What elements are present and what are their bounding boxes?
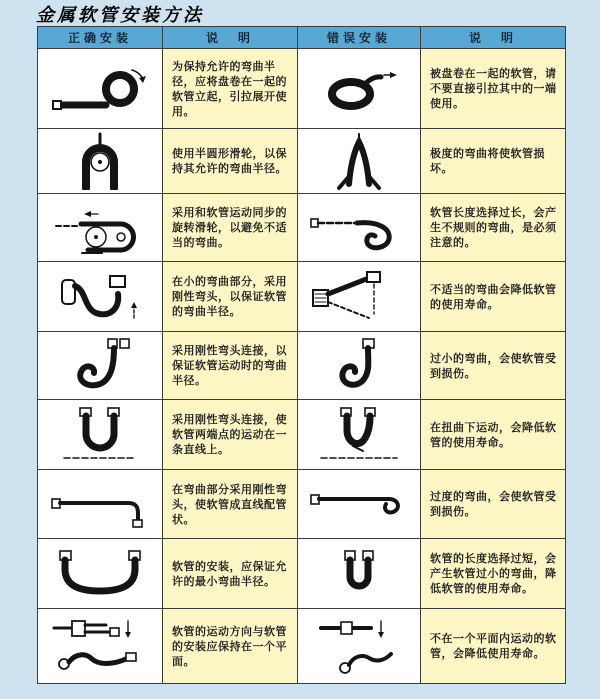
hose-uncoiled-from-reel-illustration xyxy=(48,60,152,118)
rigid-elbow-at-small-bend-illustration xyxy=(48,268,152,326)
wrong-image-cell xyxy=(298,470,421,539)
correct-image-cell xyxy=(38,49,163,129)
header-wrong-description: 说 明 xyxy=(421,27,566,49)
wrong-desc-cell: 极度的弯曲将使软管损坏。 xyxy=(421,129,566,194)
table-row xyxy=(38,400,566,470)
wrong-desc-cell: 不在一个平面内运动的软管，会降低使用寿命。 xyxy=(421,609,566,684)
table-row xyxy=(38,262,566,332)
table-row xyxy=(38,129,566,194)
wrong-desc-cell: 软管长度选择过长，会产生不规则的弯曲，是必须注意的。 xyxy=(421,194,566,262)
correct-desc-cell: 采用刚性弯头连接，以保证软管运动时的弯曲半径。 xyxy=(163,332,298,400)
improper-sharp-bend-illustration xyxy=(307,268,411,326)
correct-desc-cell: 软管的安装，应保证允许的最小弯曲半径。 xyxy=(163,539,298,609)
wrong-image-cell xyxy=(298,194,421,262)
overbent-hose-end-illustration xyxy=(307,475,411,533)
installation-table xyxy=(37,26,566,684)
correct-image-cell xyxy=(38,470,163,539)
correct-desc-cell: 使用半圆形滑轮，以保持其允许的弯曲半径。 xyxy=(163,129,298,194)
wrong-desc-cell: 不适当的弯曲会降低软管的使用寿命。 xyxy=(421,262,566,332)
correct-desc-cell: 在弯曲部分采用刚性弯头，使软管成直线配管状。 xyxy=(163,470,298,539)
wrong-image-cell xyxy=(298,539,421,609)
correct-image-cell xyxy=(38,332,163,400)
wide-minimum-radius-u-illustration xyxy=(48,545,152,603)
table-row xyxy=(38,194,566,262)
sharply-folded-hose-illustration xyxy=(307,132,411,190)
correct-desc-cell: 采用和软管运动同步的旋转滑轮，以避免不适当的弯曲。 xyxy=(163,194,298,262)
out-of-plane-motion-illustration xyxy=(307,616,411,676)
coiled-hose-end-pulled-illustration xyxy=(307,60,411,118)
hose-on-rotating-pulleys-illustration xyxy=(48,199,152,257)
rigid-elbow-connection-illustration xyxy=(48,337,152,395)
wrong-desc-cell: 过小的弯曲，会使软管受到损伤。 xyxy=(421,332,566,400)
page-title: 金属软管安装方法 xyxy=(36,5,204,26)
table-header-row xyxy=(38,27,566,49)
wrong-image-cell xyxy=(298,262,421,332)
wrong-desc-cell: 被盘卷在一起的软管，请不要直接引拉其中的一端使用。 xyxy=(421,49,566,129)
wrong-desc-cell: 软管的长度选择过短，会产生软管过小的弯曲，降低软管的使用寿命。 xyxy=(421,539,566,609)
table-row xyxy=(38,332,566,400)
correct-desc-cell: 为保持允许的弯曲半径，应将盘卷在一起的软管立起，引拉展开使用。 xyxy=(163,49,298,129)
correct-desc-cell: 在小的弯曲部分，采用刚性弯头，以保证软管的弯曲半径。 xyxy=(163,262,298,332)
wrong-image-cell xyxy=(298,609,421,684)
correct-image-cell xyxy=(38,262,163,332)
table-row xyxy=(38,49,566,129)
overlong-hose-irregular-bend-illustration xyxy=(307,199,411,257)
wrong-image-cell xyxy=(298,400,421,470)
table-row xyxy=(38,470,566,539)
too-small-bend-hook-illustration xyxy=(307,337,411,395)
table-row xyxy=(38,539,566,609)
u-shape-ends-aligned-illustration xyxy=(48,406,152,464)
hose-over-semicircular-pulley-illustration xyxy=(48,132,152,190)
correct-image-cell xyxy=(38,194,163,262)
correct-image-cell xyxy=(38,129,163,194)
short-hose-tight-u-illustration xyxy=(307,545,411,603)
wrong-image-cell xyxy=(298,49,421,129)
table-row xyxy=(38,609,566,684)
in-plane-motion-illustration xyxy=(48,616,152,676)
header-correct-description: 说 明 xyxy=(163,27,298,49)
header-wrong-install: 错误安装 xyxy=(298,27,421,49)
correct-image-cell xyxy=(38,539,163,609)
correct-desc-cell: 软管的运动方向与软管的安装应保持在一个平面。 xyxy=(163,609,298,684)
twisted-u-shape-illustration xyxy=(307,406,411,464)
correct-desc-cell: 采用刚性弯头连接，使软管两端点的运动在一条直线上。 xyxy=(163,400,298,470)
header-correct-install: 正确安装 xyxy=(38,27,163,49)
wrong-desc-cell: 在扭曲下运动，会降低软管的使用寿命。 xyxy=(421,400,566,470)
wrong-desc-cell: 过度的弯曲，会使软管受到损伤。 xyxy=(421,470,566,539)
straight-run-with-rigid-elbow-illustration xyxy=(48,475,152,533)
wrong-image-cell xyxy=(298,129,421,194)
correct-image-cell xyxy=(38,400,163,470)
correct-image-cell xyxy=(38,609,163,684)
wrong-image-cell xyxy=(298,332,421,400)
